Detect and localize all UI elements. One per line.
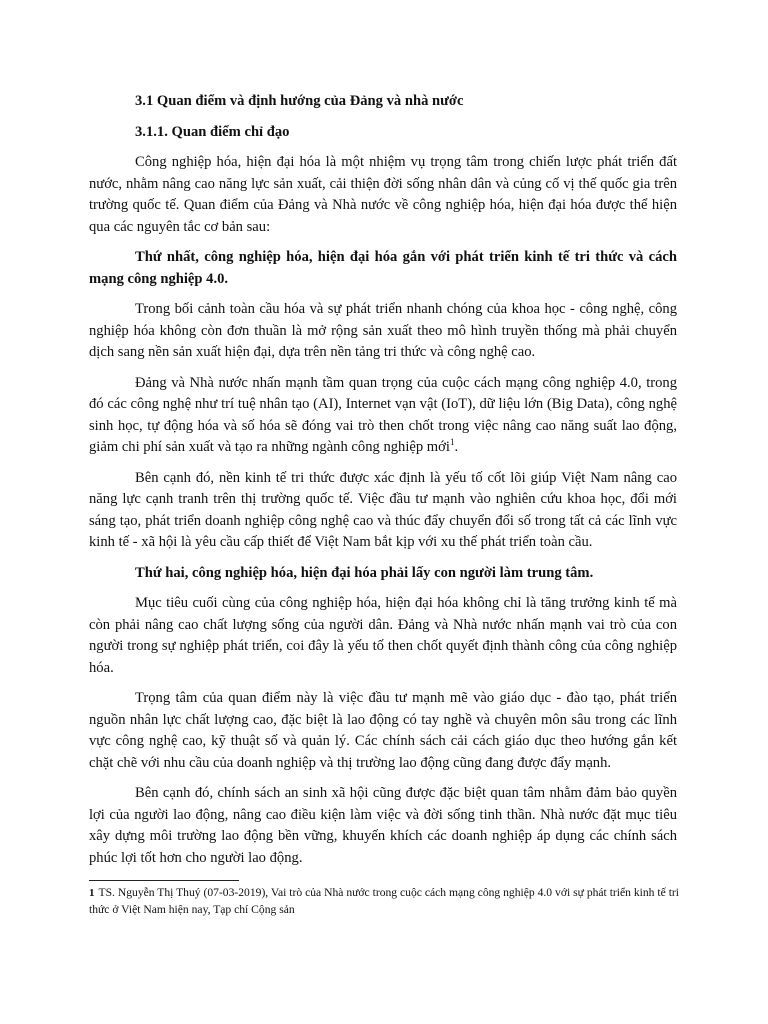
- paragraph-intro: Công nghiệp hóa, hiện đại hóa là một nhiệm vụ trọng tâm trong chiến lược phát triển đất nước, nhằm nâng cao năng lực sản xuất, cải thiện đời sống nhân dân và củng cố vị thế quốc gia trên trường quốc tế. Quan điểm của Đảng và Nhà nước về công nghiệp hóa, hiện đại hóa được thể hiện qua các nguyên tắc cơ bản sau:: [89, 154, 677, 235]
- paragraph-globalization: Trong bối cảnh toàn cầu hóa và sự phát triển nhanh chóng của khoa học - công nghệ, công nghiệp hóa không còn đơn thuần là mở rộng sản xuất theo mô hình truyền thống mà phải chuyển dịch sang nền sản xuất hiện đại, dựa trên nền tảng tri thức và công nghệ cao.: [89, 301, 677, 360]
- footnote-divider: [89, 880, 239, 881]
- paragraph-education: Trọng tâm của quan điểm này là việc đầu tư mạnh mẽ vào giáo dục - đào tạo, phát triển nguồn nhân lực chất lượng cao, đặc biệt là lao động có tay nghề và chuyên môn sâu trong các lĩnh vực công nghệ cao, kỹ thuật số và quản lý. Các chính sách cải cách giáo dục theo hướng gắn kết chặt chẽ với nhu cầu của doanh nghiệp và thị trường lao động cũng đang được đẩy mạnh.: [89, 690, 677, 771]
- footnote-text: TS. Nguyễn Thị Thuý (07-03-2019), Vai trò của Nhà nước trong cuộc cách mạng công nghiệp 4.0 với sự phát triển kinh tế tri thức ở Việt Nam hiện nay, Tạp chí Cộng sản: [89, 886, 679, 916]
- footnote: [89, 885, 679, 918]
- footnote-number: 1: [89, 887, 95, 899]
- principle-heading-2: Thứ hai, công nghiệp hóa, hiện đại hóa phải lấy con người làm trung tâm.: [135, 564, 594, 581]
- paragraph-industry-4: Đảng và Nhà nước nhấn mạnh tầm quan trọng của cuộc cách mạng công nghiệp 4.0, trong đó các công nghệ như trí tuệ nhân tạo (AI), Internet vạn vật (IoT), dữ liệu lớn (Big Data), công nghệ sinh học, tự động hóa và số hóa sẽ đóng vai trò then chốt trong việc nâng cao năng suất lao động, giảm chi phí sản xuất và tạo ra những ngành công nghiệp mới$^1$.: [89, 374, 677, 455]
- paragraph-people-centered: Mục tiêu cuối cùng của công nghiệp hóa, hiện đại hóa không chỉ là tăng trưởng kinh tế mà còn phải nâng cao chất lượng sống của người dân. Đảng và Nhà nước nhấn mạnh vai trò của con người trong sự nghiệp phát triển, coi đây là yếu tố then chốt quyết định thành công của công nghiệp hóa.: [89, 595, 677, 676]
- subsection-heading: 3.1.1. Quan điểm chỉ đạo: [135, 123, 290, 140]
- document-body: [89, 91, 677, 878]
- paragraph-industry-4-text: Đảng và Nhà nước nhấn mạnh tầm quan trọng của cuộc cách mạng công nghiệp 4.0, trong đó các công nghệ như trí tuệ nhân tạo (AI), Internet vạn vật (IoT), dữ liệu lớn (Big Data), công nghệ sinh học, tự động hóa và số hóa sẽ đóng vai trò then chốt trong việc nâng cao năng suất lao động, giảm chi phí sản xuất và tạo ra những ngành công nghiệp mới: [89, 374, 677, 455]
- paragraph-social-security: Bên cạnh đó, chính sách an sinh xã hội cũng được đặc biệt quan tâm nhằm đảm bảo quyền lợi của người lao động, nâng cao điều kiện làm việc và đời sống tinh thần. Nhà nước đặt mục tiêu xây dựng môi trường lao động bền vững, khuyến khích các doanh nghiệp áp dụng các chính sách phúc lợi tốt hơn cho người lao động.: [89, 785, 677, 866]
- footnote-reference[interactable]: 1: [449, 437, 455, 448]
- paragraph-knowledge-economy: Bên cạnh đó, nền kinh tế tri thức được xác định là yếu tố cốt lõi giúp Việt Nam nâng cao năng lực cạnh tranh trên thị trường quốc tế. Việc đầu tư mạnh vào nghiên cứu khoa học, đổi mới sáng tạo, phát triển doanh nghiệp công nghệ cao và thúc đẩy chuyển đổi số trong tất cả các lĩnh vực kinh tế - xã hội là yêu cầu cấp thiết để Việt Nam bắt kịp với xu thế phát triển toàn cầu.: [89, 469, 677, 550]
- section-heading: 3.1 Quan điểm và định hướng của Đảng và nhà nước: [135, 93, 464, 109]
- principle-heading-1: Thứ nhất, công nghiệp hóa, hiện đại hóa gắn với phát triển kinh tế tri thức và cách mạng công nghiệp 4.0.: [89, 249, 677, 287]
